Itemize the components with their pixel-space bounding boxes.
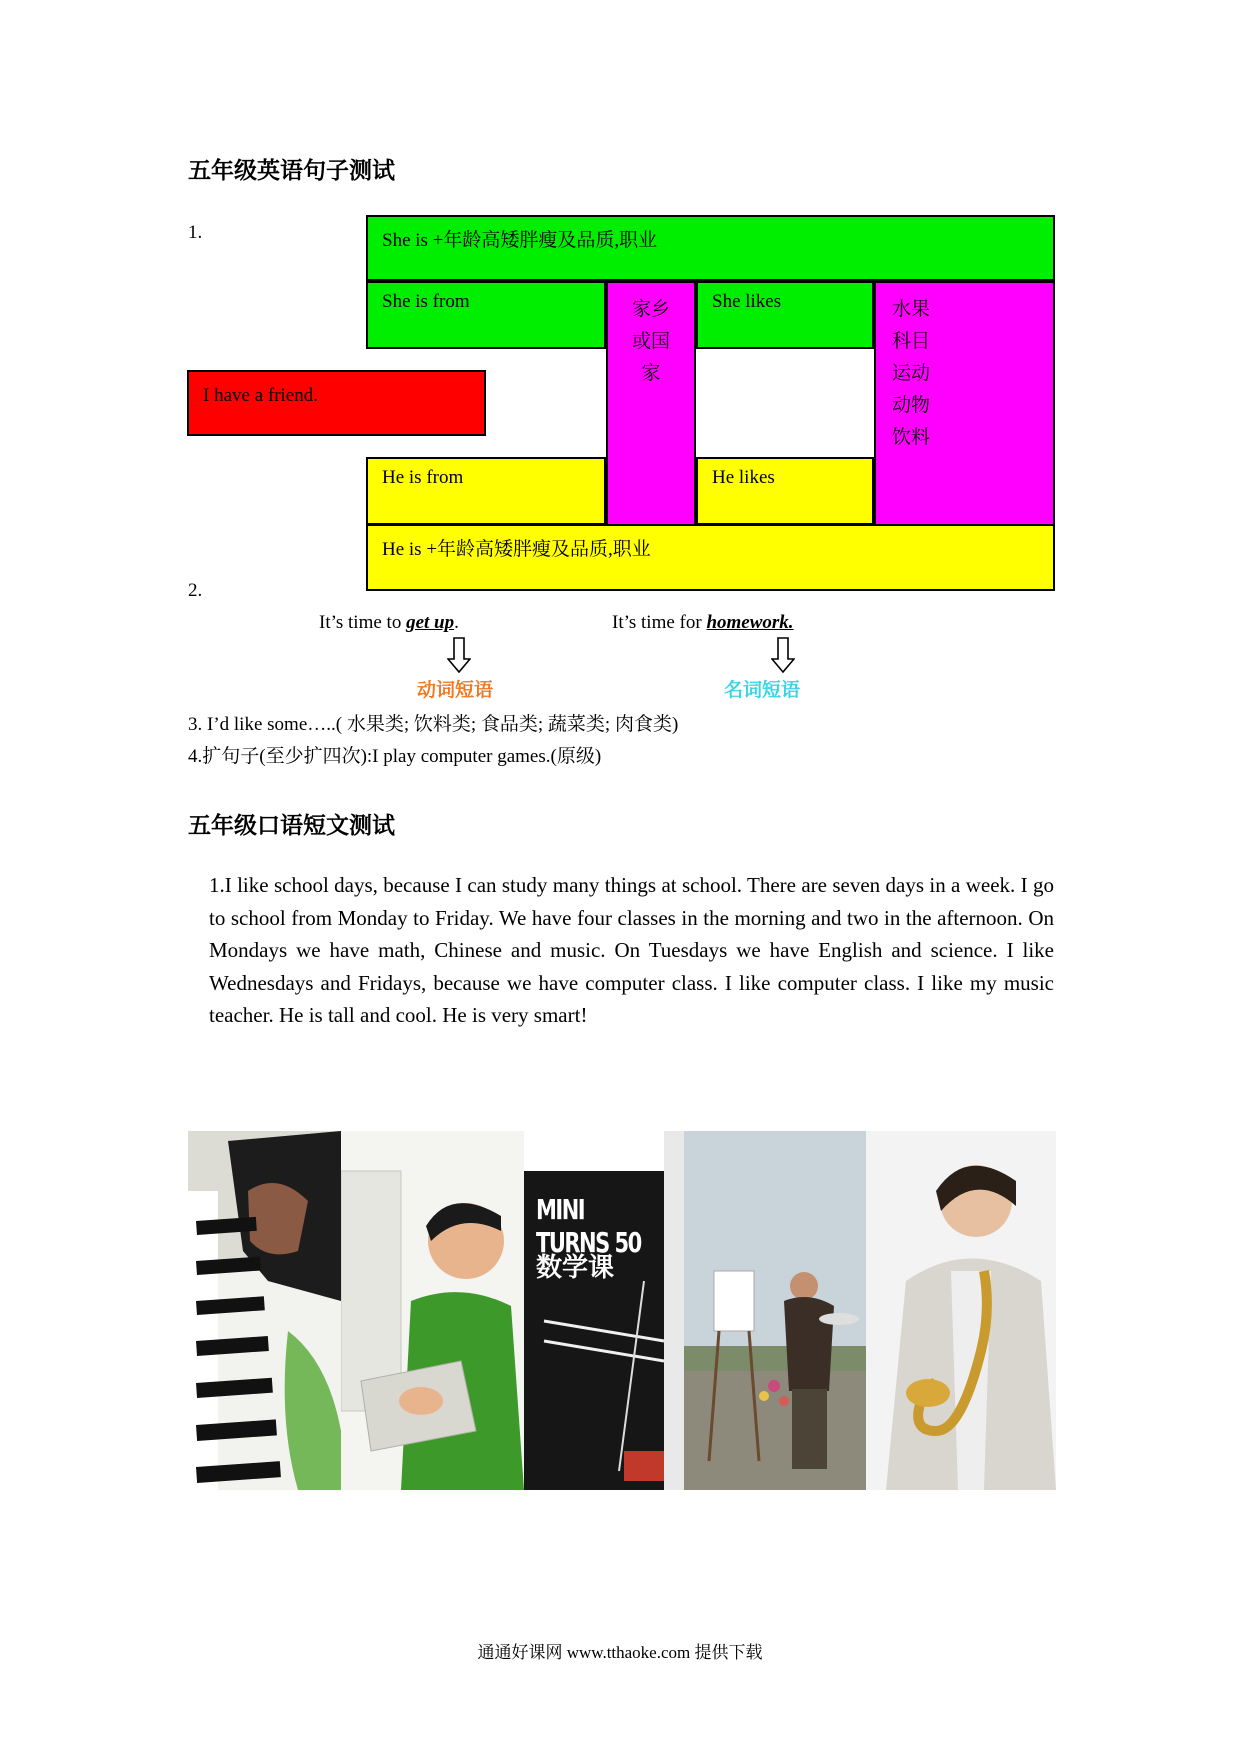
verb-phrase-example: get up [406, 612, 455, 633]
he-is-box [366, 524, 1055, 591]
down-arrow-icon [771, 637, 795, 673]
he-is-from-box [366, 457, 606, 525]
category-item: 水果 [892, 299, 931, 320]
math-text: 数学课 [536, 1253, 615, 1283]
footer-text: 通通好课网 www.tthaoke.com 提供下载 [477, 1643, 763, 1662]
he-likes-box [696, 457, 874, 525]
music-photo [866, 1131, 1056, 1490]
he-is-label: He is +年龄高矮胖瘦及品质,职业 [382, 539, 651, 560]
computer-photo [341, 1131, 524, 1490]
sentence-prefix: It’s time for [612, 612, 707, 633]
friend-label: I have a friend. [203, 385, 318, 406]
verb-phrase-label: 动词短语 [417, 679, 494, 701]
hometown-box [606, 281, 696, 526]
hometown-line: 家 [641, 363, 661, 384]
q4-line: 4.扩句子(至少扩四次):I play computer games.(原级) [188, 746, 602, 767]
she-is-box [366, 215, 1055, 281]
category-item: 动物 [892, 395, 931, 416]
q2-number: 2. [188, 580, 203, 601]
math-photo [524, 1131, 684, 1490]
she-is-from-box [366, 281, 606, 349]
photo-strip [188, 1131, 1056, 1490]
she-is-label: She is +年龄高矮胖瘦及品质,职业 [382, 230, 658, 251]
noun-phrase-label: 名词短语 [724, 679, 801, 701]
sentence-suffix: . [454, 612, 459, 633]
she-is-from-label: She is from [382, 291, 470, 312]
q1-number: 1. [188, 222, 203, 243]
section2-title: 五年级口语短文测试 [188, 813, 395, 839]
painting-photo [684, 1131, 866, 1490]
sentence-time-to [319, 612, 459, 634]
category-item: 饮料 [892, 427, 931, 448]
piano-photo [188, 1131, 341, 1490]
categories-label [892, 294, 930, 454]
friend-box [187, 370, 486, 436]
sentence-time-for [612, 612, 794, 634]
he-is-from-label: He is from [382, 467, 464, 488]
hometown-line: 家乡 [631, 299, 670, 320]
categories-box [874, 281, 1055, 526]
she-likes-box [696, 281, 874, 349]
hometown-label [608, 294, 694, 390]
hometown-line: 或国 [631, 331, 670, 352]
q3-line: 3. I’d like some…..( 水果类; 饮料类; 食品类; 蔬菜类; 肉食类) [188, 714, 679, 735]
down-arrow-icon [447, 637, 471, 673]
mini-text: MINI TURNS 50 [536, 1193, 641, 1259]
sentence-prefix: It’s time to [319, 612, 407, 633]
category-item: 科目 [892, 331, 931, 352]
he-likes-label: He likes [712, 467, 775, 488]
section1-title: 五年级英语句子测试 [188, 158, 395, 184]
category-item: 运动 [892, 363, 931, 384]
noun-phrase-example: homework. [706, 612, 794, 633]
she-likes-label: She likes [712, 291, 782, 312]
passage: 1.I like school days, because I can study many things at school. There are seven days in a week. I go to school from Monday to Friday. We have four classes in the morning and two in the afternoon. On Mondays we have math, Chinese and music. On Tuesdays we have English and science. I like Wednesdays and Fridays, because we have computer class. I like computer class. I like my music teacher. He is tall and cool. He is very smart! [209, 873, 1054, 1027]
